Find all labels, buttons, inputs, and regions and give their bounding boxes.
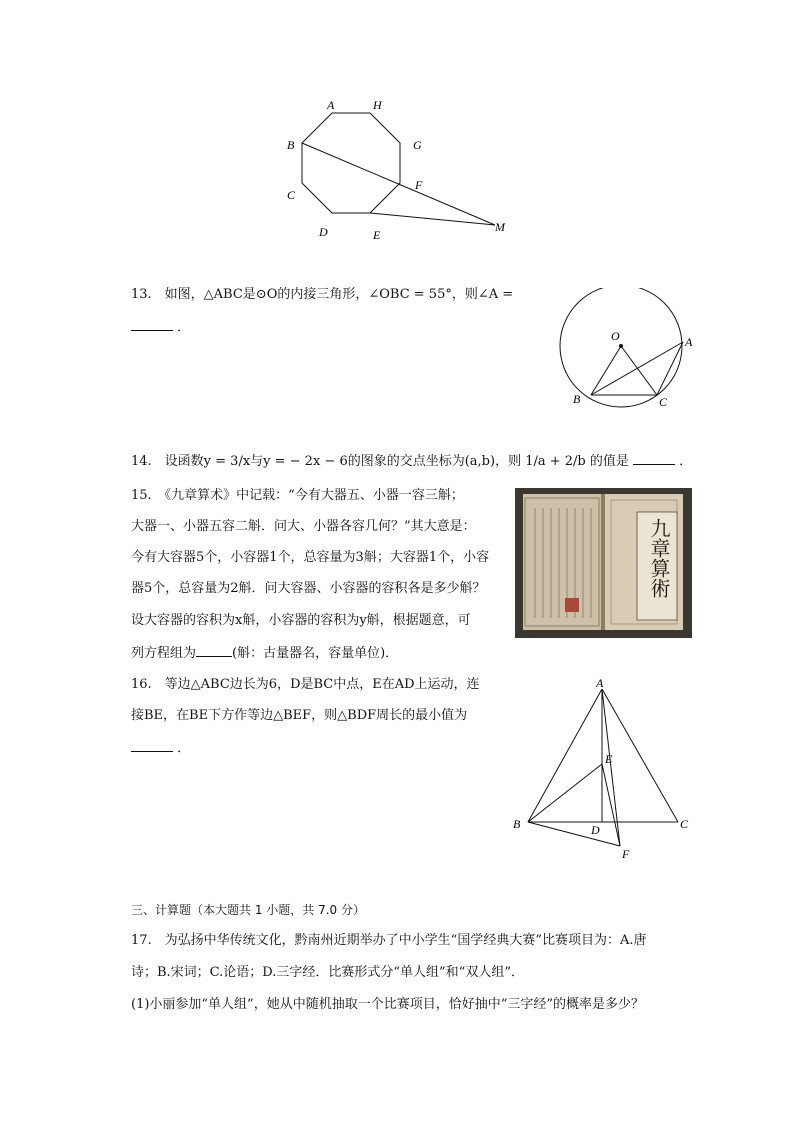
q15-line-1: 15. 《九章算术》中记载：“今有大器五、小器一容三斛； (131, 488, 464, 503)
q15-line-3: 今有大容器5个，小容器1个，总容量为3斛；大容器1个，小容 (131, 550, 490, 565)
q16-answer-line: ． (131, 739, 190, 758)
q16-line-1: 16. 等边△ABC边长为6，D是BC中点，E在AD上运动，连 (131, 677, 480, 692)
q13-text: 13. 如图，△ABC是⊙O的内接三角形，∠OBC = 55°，则∠A = (131, 287, 514, 302)
label-O: O (611, 329, 620, 343)
q15-line-5: 设大容器的容积为x斛，小容器的容积为y斛，根据题意，可 (131, 613, 471, 628)
label-B: B (287, 138, 295, 152)
q17-line-2: 诗；B.宋词；C.论语；D.三字经．比赛形式分“单人组”和“双人组”． (131, 965, 524, 980)
q15-line-6: 列方程组为 (斛：古量器名，容量单位)． (131, 646, 399, 661)
label-D: D (319, 225, 328, 239)
label-A: A (685, 335, 693, 349)
answer-blank (131, 739, 173, 752)
triangle-figure (505, 672, 705, 867)
label-B: B (573, 392, 581, 406)
section-title: 三、计算题（本大题共 1 小题，共 7.0 分） (131, 903, 365, 917)
q13-answer-line (131, 318, 190, 337)
answer-blank (196, 644, 232, 657)
q17-line-1: 17. 为弘扬中华传统文化，黔南州近期举办了中小学生“国学经典大赛”比赛项目为：A.唐 (131, 933, 647, 948)
answer-blank (633, 452, 675, 465)
label-C: C (287, 188, 296, 202)
label-E: E (605, 752, 613, 766)
label-C: C (680, 817, 689, 831)
q16-line-2: 接BE，在BE下方作等边△BEF，则△BDF周长的最小值为 (131, 708, 468, 723)
label-A: A (596, 676, 604, 690)
label-C: C (659, 395, 668, 409)
q14-text: 14. 设函数y = 3/x与y = − 2x − 6的图象的交点坐标为(a,b)，则 1/a + 2/b 的值是 ． (131, 454, 693, 469)
q15-line-4: 器5个，总容量为2斛．问大容器、小容器的容积各是多少斛？ (131, 581, 486, 596)
answer-blank (131, 318, 173, 331)
circle-figure (555, 288, 705, 413)
label-M: M (495, 220, 505, 234)
label-H: H (373, 98, 382, 112)
q15-line-2: 大器一、小器五容二斛．问大、小器各容几何？”其大意是： (131, 519, 476, 534)
label-F: F (415, 178, 423, 192)
label-F: F (622, 847, 630, 861)
q17-line-3: (1)小丽参加“单人组”，她从中随机抽取一个比赛项目，恰好抽中“三字经”的概率是多少？ (131, 997, 644, 1012)
period: ． (177, 320, 191, 335)
label-E: E (373, 228, 381, 242)
octagon-figure (270, 92, 520, 247)
book-title: 九章算術 (647, 518, 671, 598)
label-D: D (591, 823, 600, 837)
label-G: G (413, 138, 422, 152)
book-image (515, 488, 692, 638)
label-B: B (513, 817, 521, 831)
label-A: A (327, 98, 335, 112)
